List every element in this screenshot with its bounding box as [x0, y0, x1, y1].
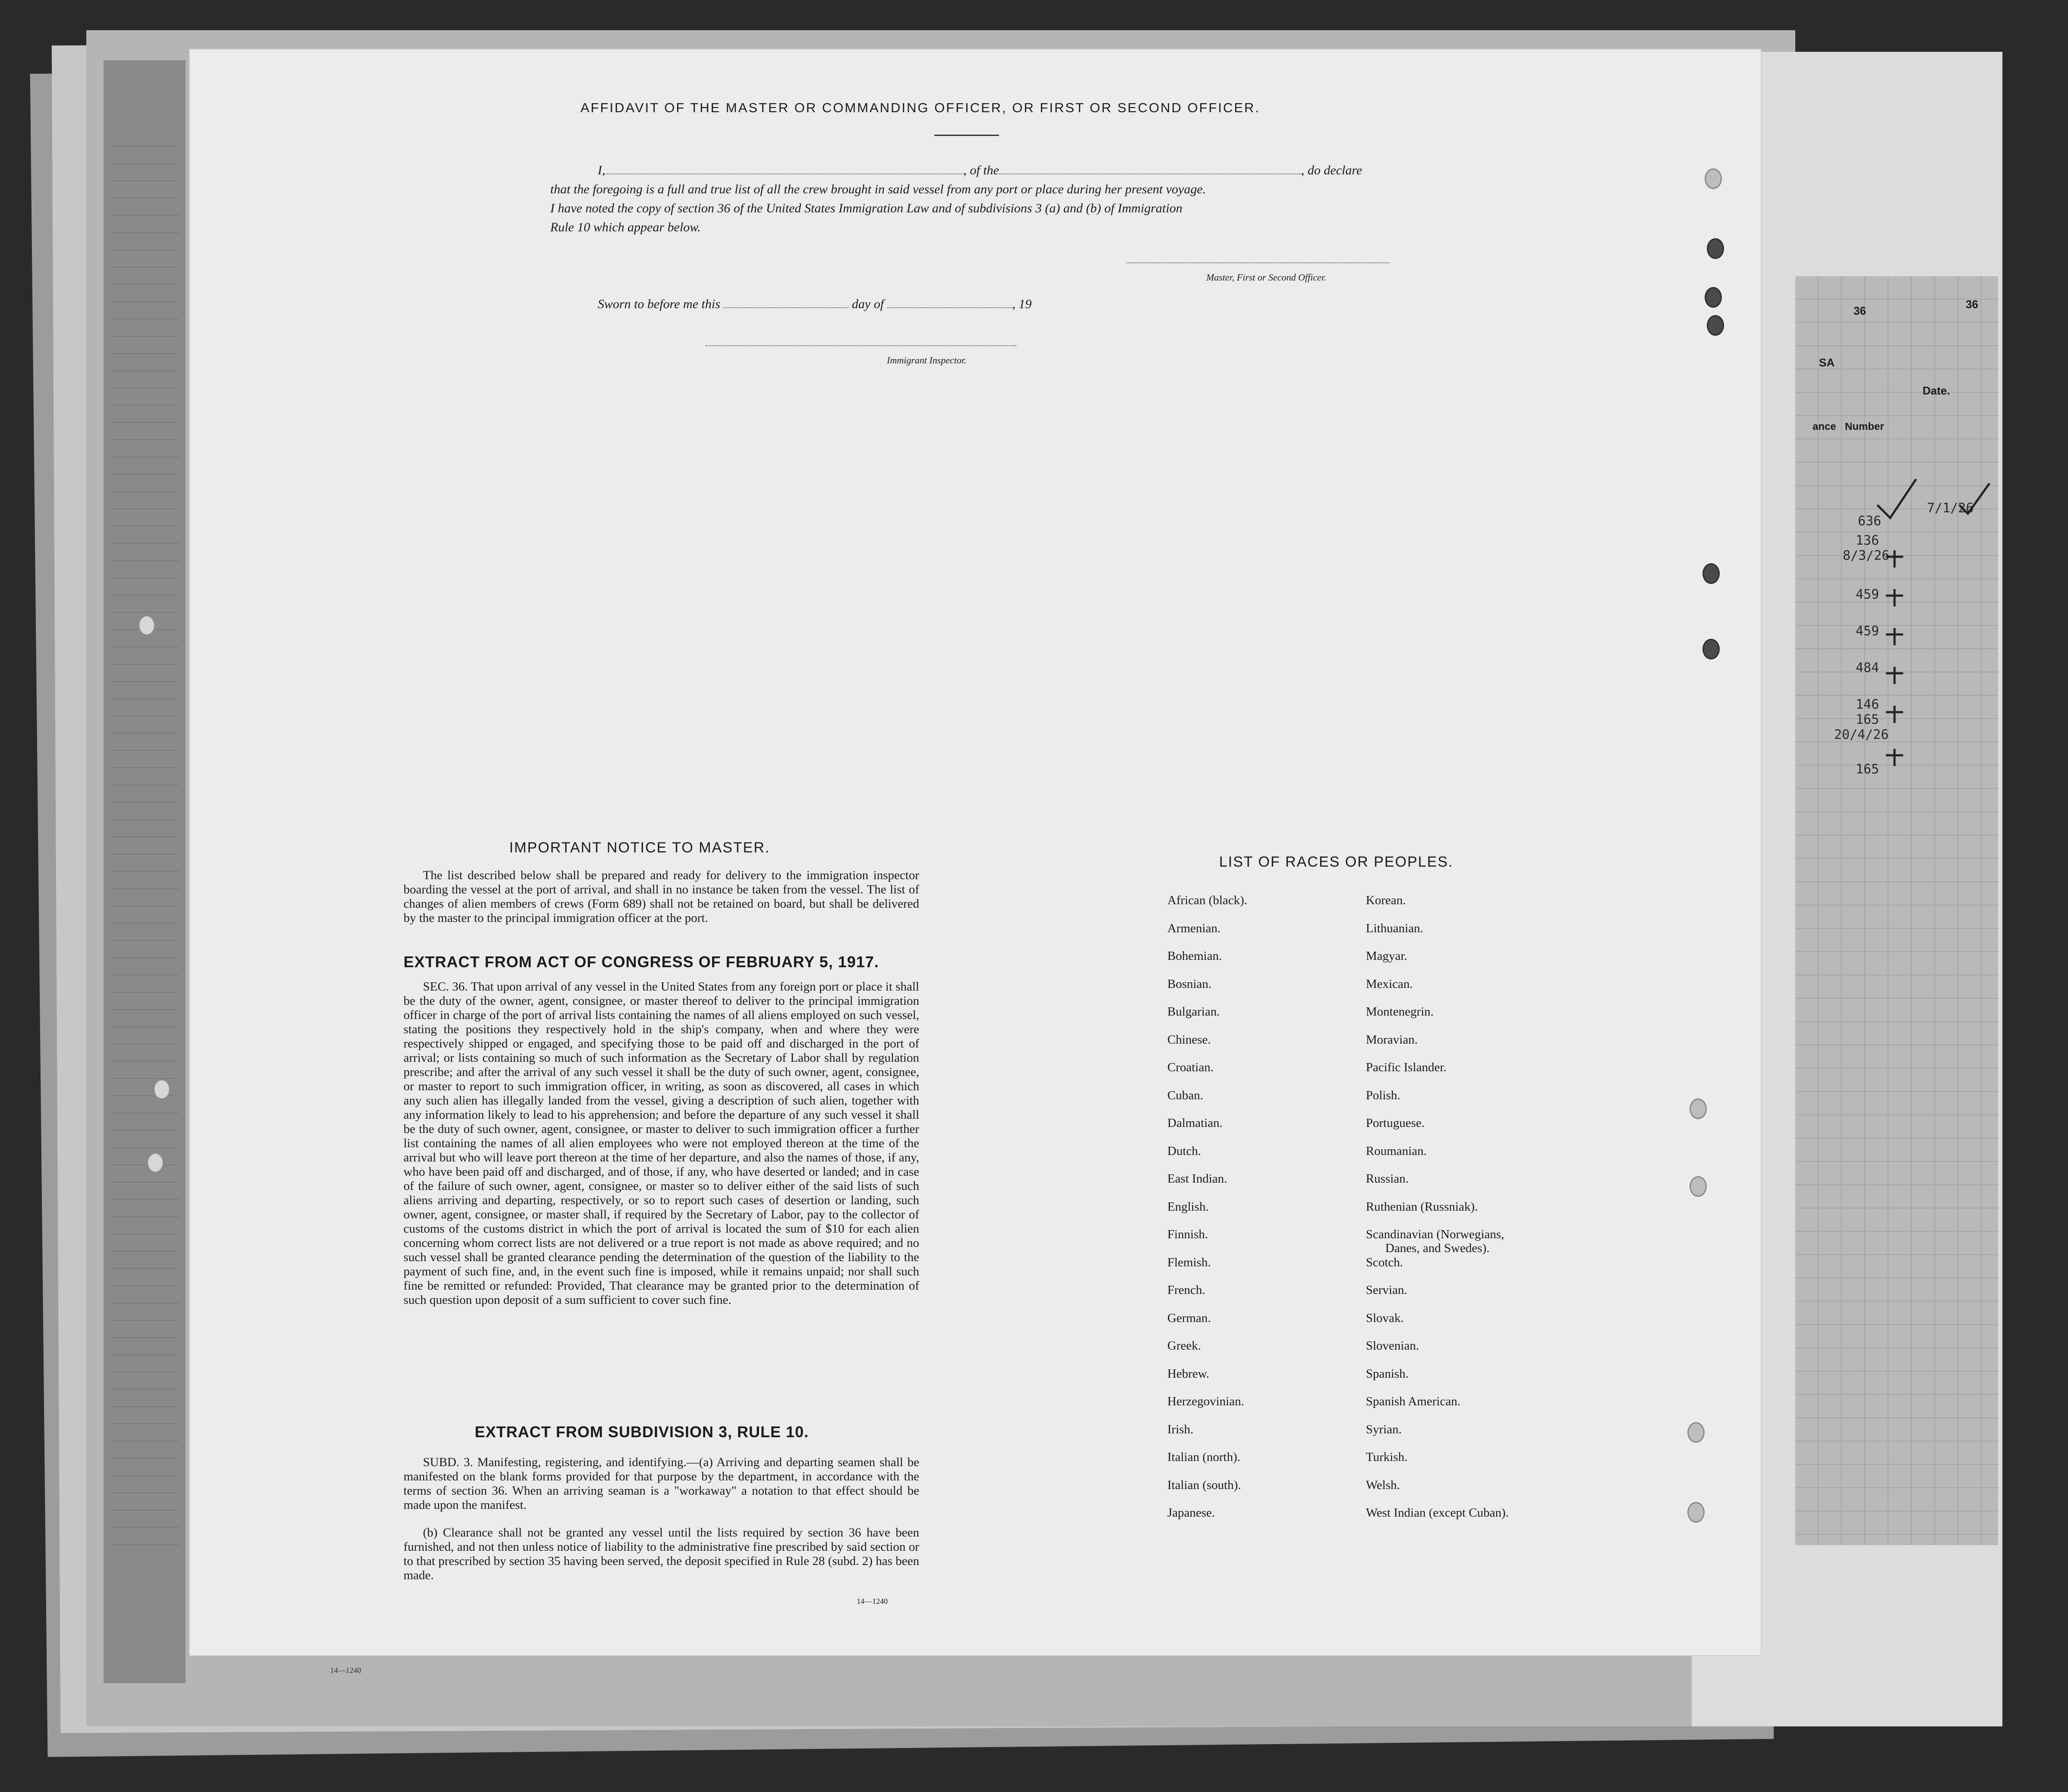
punch-hole [1690, 1098, 1707, 1119]
sworn-month-blank [887, 307, 1012, 308]
inspector-caption: Immigrant Inspector. [887, 355, 967, 366]
declaration-line-4: Rule 10 which appear below. [550, 220, 701, 234]
handwritten-number: 165 [1856, 712, 1879, 727]
manifest-col-36: 36 [1854, 304, 1866, 317]
punch-hole [1705, 287, 1722, 308]
race-item: Syrian. [1366, 1422, 1402, 1436]
race-item: Italian (south). [1167, 1478, 1241, 1492]
act-extract-body: SEC. 36. That upon arrival of any vessel in the United States from any foreign port or place it shall be the duty of the owner, agent, consignee, or master thereof to deliver to the principal immigration officer in charge of the port of arrival lists containing the names of all aliens employed on such vessel, stating the positions they respectively hold in the ship's company, when and where they were respectively shipped or engaged, and specifying those to be paid off and discharged in the port of arrival; or lists containing so much of such information as the Secretary of Labor shall by regulation prescribe; and after the arrival of any such vessel it shall be the duty of such owner, agent, consignee, or master to report to such immigration officer, in writing, as soon as discovered, all cases in which any such alien has illegally landed from the vessel, giving a description of such alien, together with any information likely to lead to his apprehension; and before the departure of any such vessel it shall be the duty of such owner, agent, consignee, or master to deliver to such immigration officer a further list containing the names of all alien employees who were not employed thereon at the time of the arrival but who will leave port thereon at the time of her departure, and also the names of those, if any, who have been paid off and discharged, and of those, if any, who have deserted or landed; and in case of the failure of such owner, agent, consignee, or master so to deliver either of the said lists of such aliens arriving and departing, respectively, or so to report such cases of desertion or landing, such owner, agent, consignee, or master shall, if required by the Secretary of Labor, pay to the collector of customs of the customs district in which the port of arrival is located the sum of $10 for each alien concerning whom correct lists are not delivered or a true report is not made as above required; and no such vessel shall be granted clearance pending the determination of the question of the liability to the payment of such fine, and, in the event such fine is imposed, while it remains unpaid; nor shall such fine be remitted or refunded: Provided, That clearance may be granted prior to the determination of such question upon deposit of a sum sufficient to cover such fine. [404, 980, 919, 1307]
sworn-before: Sworn to before me this [598, 297, 720, 311]
rule-extract-title: EXTRACT FROM SUBDIVISION 3, RULE 10. [475, 1423, 809, 1441]
race-item: Roumanian. [1366, 1144, 1427, 1158]
race-item: Chinese. [1167, 1032, 1211, 1047]
affidavit-page [190, 50, 1761, 1655]
declaration-i: I, [598, 163, 605, 177]
form-number-back: 14—1240 [330, 1666, 361, 1675]
declaration-of-the: , of the [963, 163, 999, 177]
handwritten-number: 146 [1856, 697, 1879, 712]
race-item: Spanish American. [1366, 1394, 1461, 1408]
race-item: Croatian. [1167, 1060, 1214, 1074]
manifest-col-number: Number [1845, 421, 1884, 432]
manifest-col-ance: ance [1813, 421, 1836, 432]
race-item: Cuban. [1167, 1088, 1203, 1102]
notice-title: IMPORTANT NOTICE TO MASTER. [509, 839, 770, 856]
race-item: Ruthenian (Russniak). [1366, 1199, 1478, 1214]
race-item: French. [1167, 1283, 1205, 1297]
notice-body: The list described below shall be prepared and ready for delivery to the immigration inspector boarding the vessel at the port of arrival, and shall in no instance be taken from the vessel. The list of changes of alien members of crews (Form 689) shall not be retained on board, but shall be delivered by the master to the principal immigration officer at the port. [404, 868, 919, 925]
declaration-line-1 [598, 163, 1362, 178]
race-item: Servian. [1366, 1283, 1407, 1297]
master-signature-line [1126, 262, 1390, 263]
race-item: West Indian (except Cuban). [1366, 1506, 1509, 1520]
race-item: Herzegovinian. [1167, 1394, 1244, 1408]
race-item: Portuguese. [1366, 1116, 1425, 1130]
declaration-line-3: I have noted the copy of section 36 of the United States Immigration Law and of subdivisions 3 (a) and (b) of Immigration [550, 201, 1182, 215]
race-item: Korean. [1366, 893, 1406, 907]
punch-hole [1702, 563, 1720, 584]
sworn-day-of: day of [851, 297, 884, 311]
sworn-day-blank [723, 307, 848, 308]
race-item: Bosnian. [1167, 977, 1212, 991]
race-item: Slovenian. [1366, 1339, 1419, 1353]
race-item: Bulgarian. [1167, 1005, 1220, 1019]
punch-hole [1707, 238, 1724, 259]
left-ruled-edge [110, 129, 179, 1554]
race-item: Magyar. [1366, 949, 1407, 963]
manifest-col-sa: SA [1819, 356, 1835, 369]
master-caption: Master, First or Second Officer. [1206, 272, 1327, 283]
race-item: Bohemian. [1167, 949, 1222, 963]
race-item: Flemish. [1167, 1255, 1211, 1269]
punch-hole [153, 1079, 170, 1100]
punch-hole [1687, 1422, 1705, 1443]
race-item: Hebrew. [1167, 1366, 1210, 1381]
affidavit-title: AFFIDAVIT OF THE MASTER OR COMMANDING OFFICER, OR FIRST OR SECOND OFFICER. [580, 100, 1261, 115]
title-rule [934, 135, 999, 136]
race-item: Dalmatian. [1167, 1116, 1223, 1130]
declaration-do-declare: , do declare [1301, 163, 1362, 177]
race-item: Irish. [1167, 1422, 1194, 1436]
race-item: Polish. [1366, 1088, 1400, 1102]
punch-hole [1687, 1502, 1705, 1523]
race-item: Slovak. [1366, 1311, 1404, 1325]
sworn-line [598, 297, 1032, 312]
handwritten-number: 136 [1856, 533, 1879, 548]
race-item: Italian (north). [1167, 1450, 1241, 1464]
race-item: Pacific Islander. [1366, 1060, 1447, 1074]
handwritten-number: 459 [1856, 624, 1879, 639]
race-item: Greek. [1167, 1339, 1201, 1353]
handwritten-number: 165 [1856, 762, 1879, 777]
act-extract-title: EXTRACT FROM ACT OF CONGRESS OF FEBRUARY 5, 1917. [404, 953, 879, 971]
race-item: African (black). [1167, 893, 1248, 907]
race-item: Spanish. [1366, 1366, 1409, 1381]
punch-hole [1702, 639, 1720, 659]
handwritten-number: 20/4/26 [1834, 727, 1889, 742]
race-item: Lithuanian. [1366, 921, 1423, 935]
form-number: 14—1240 [857, 1597, 888, 1606]
race-item: Armenian. [1167, 921, 1221, 935]
race-item: Moravian. [1366, 1032, 1418, 1047]
punch-hole [138, 615, 155, 636]
race-item: Mexican. [1366, 977, 1413, 991]
punch-hole [1705, 168, 1722, 189]
race-item: Finnish. [1167, 1227, 1208, 1241]
manifest-col-date: Date. [1923, 384, 1950, 397]
declaration-line-2: that the foregoing is a full and true list of all the crew brought in said vessel from any port or place during her present voyage. [550, 182, 1206, 196]
punch-hole [147, 1152, 164, 1173]
race-item: Welsh. [1366, 1478, 1400, 1492]
race-item: Danes, and Swedes). [1385, 1241, 1490, 1255]
rule-extract-para-b: (b) Clearance shall not be granted any vessel until the lists required by section 36 have been furnished, and not then unless notice of liability to the administrative fine prescribed by said section or to that prescribed by section 35 having been served, the deposit specified in Rule 28 (subd. 2) has been made. [404, 1526, 919, 1582]
race-item: Scandinavian (Norwegians, [1366, 1227, 1504, 1241]
race-item: Scotch. [1366, 1255, 1403, 1269]
races-title: LIST OF RACES OR PEOPLES. [1219, 854, 1453, 870]
handwritten-number: 484 [1856, 660, 1879, 675]
race-item: Russian. [1366, 1172, 1409, 1186]
race-item: English. [1167, 1199, 1209, 1214]
handwritten-date: 7/1/26 [1927, 501, 1974, 516]
race-item: German. [1167, 1311, 1211, 1325]
sworn-year: , 19 [1012, 297, 1032, 311]
race-item: Turkish. [1366, 1450, 1408, 1464]
race-item: East Indian. [1167, 1172, 1227, 1186]
race-item: Japanese. [1167, 1506, 1215, 1520]
inspector-signature-line [706, 345, 1016, 346]
handwritten-number: 636 [1858, 514, 1882, 529]
handwritten-number: 459 [1856, 587, 1879, 602]
race-item: Montenegrin. [1366, 1005, 1434, 1019]
race-item: Dutch. [1167, 1144, 1201, 1158]
punch-hole [1690, 1176, 1707, 1197]
handwritten-number: 8/3/26 [1843, 548, 1890, 563]
rule-extract-para-a: SUBD. 3. Manifesting, registering, and identifying.—(a) Arriving and departing seamen shall be manifested on the blank forms provided for that purpose by the department, in accordance with the terms of section 36. When an arriving seaman is a "workaway" a notation to that effect should be made upon the manifest. [404, 1455, 919, 1512]
handwritten-check-marks [1873, 453, 2002, 798]
punch-hole [1707, 315, 1724, 336]
manifest-col-36: 36 [1966, 298, 1978, 311]
